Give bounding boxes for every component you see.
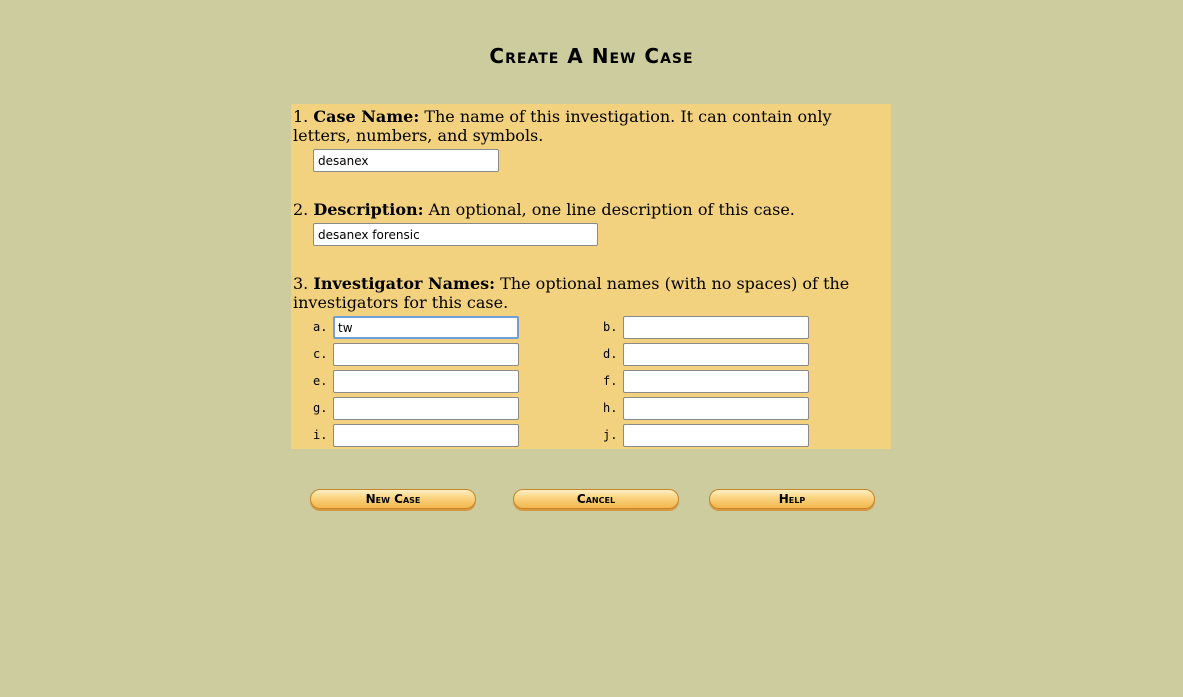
case-name-help: The name of this investigation. It can contain only letters, numbers, and symbols. (293, 107, 832, 145)
investigator-e-label: e. (313, 374, 328, 388)
investigator-j-input[interactable] (623, 424, 809, 447)
page-title: Create A New Case (489, 44, 694, 68)
case-name-number: 1. (293, 107, 309, 126)
investigator-f-label: f. (603, 374, 618, 388)
investigator-b-label: b. (603, 320, 618, 334)
help-button[interactable]: Help (709, 489, 875, 509)
description-help: An optional, one line description of this case. (423, 200, 795, 219)
new-case-button[interactable]: New Case (310, 489, 476, 509)
cancel-button[interactable]: Cancel (513, 489, 679, 509)
case-name-label: Case Name: (313, 107, 420, 126)
investigator-i-label: i. (313, 428, 328, 442)
investigator-d-label: d. (603, 347, 618, 361)
description-number: 2. (293, 200, 309, 219)
investigator-c-label: c. (313, 347, 328, 361)
investigator-h-input[interactable] (623, 397, 809, 420)
investigator-i-input[interactable] (333, 424, 519, 447)
description-label: Description: (313, 200, 424, 219)
investigator-names-number: 3. (293, 274, 309, 293)
investigator-e-input[interactable] (333, 370, 519, 393)
investigator-d-input[interactable] (623, 343, 809, 366)
investigator-g-input[interactable] (333, 397, 519, 420)
investigator-names-label: Investigator Names: (313, 274, 496, 293)
investigator-a-input[interactable] (333, 316, 519, 339)
investigator-names-instructions (293, 274, 883, 312)
investigator-g-label: g. (313, 401, 328, 415)
investigator-h-label: h. (603, 401, 618, 415)
description-input[interactable] (313, 223, 598, 246)
investigator-names-help: The optional names (with no spaces) of the investigators for this case. (293, 274, 850, 312)
investigator-c-input[interactable] (333, 343, 519, 366)
investigator-b-input[interactable] (623, 316, 809, 339)
new-case-form (291, 104, 891, 449)
investigator-f-input[interactable] (623, 370, 809, 393)
description-instructions (293, 200, 883, 219)
case-name-instructions (293, 107, 883, 145)
case-name-input[interactable] (313, 149, 499, 172)
investigator-j-label: j. (603, 428, 618, 442)
investigator-a-label: a. (313, 320, 328, 334)
